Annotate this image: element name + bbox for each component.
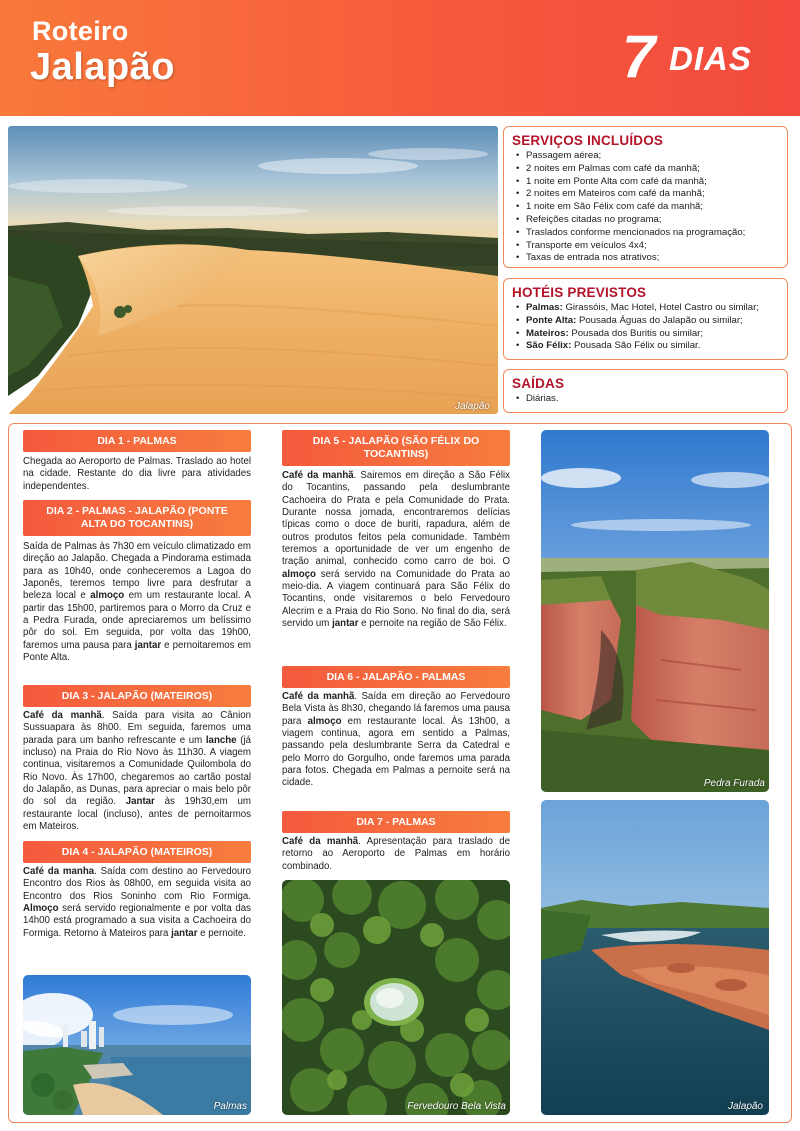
highlight-text: almoço — [307, 715, 342, 727]
list-item: • 2 noites em Mateiros com café da manhã; — [512, 188, 779, 201]
day-2-text — [23, 541, 251, 664]
services-list — [512, 150, 779, 265]
departures-title: SAÍDAS — [512, 376, 565, 391]
page-header — [0, 0, 800, 116]
body-text: e pernoite na região de São Félix. — [358, 618, 507, 630]
hotel-item — [512, 302, 779, 315]
highlight-text: Café da manha — [23, 866, 95, 877]
body-text: e pernoitaremos em Ponte Alta. — [23, 639, 252, 664]
hero-photo-dunes — [8, 126, 498, 414]
body-text: . Saída em direção ao Fervedouro Bela Vista às 8h30, chegando lá faremos uma pausa para — [282, 691, 510, 727]
body-text: . Saída com destino ao Fervedouro Encontro dos Rios às 08h00, em seguida visita ao Encontro dos Rios Soninho com Rio Formiga. — [23, 866, 251, 902]
highlight-text: Café da manhã — [282, 691, 355, 702]
body-text: será servido regionalmente e por volta das 14h00 está programado a sua visita a Cachoeira do Formiga. Retorno à Mateiros para — [23, 903, 251, 939]
hotel-item — [512, 315, 779, 328]
days-label: DIAS — [669, 40, 752, 77]
photo-fervedouro — [282, 880, 510, 1115]
days-number: 7 — [622, 23, 656, 90]
photo-pedra-furada — [541, 430, 769, 792]
highlight-text: lanche — [205, 734, 237, 746]
body-text: . Sairemos em direção a São Félix do Tocantins, passando pela deslumbrante Cachoeira do Prata e pela Comunidade do Prata. Durante nossa jornada, encontraremos delícias típicas como o doce de buriti, rapadura, além de outros produtos feitos pela comunidade. Também teremos a oportunidade de ver um engenho de tração animal, conhecido como carro de boi. O — [282, 470, 510, 568]
day-6-text — [282, 691, 510, 790]
hotel-names: Pousada dos Buritis ou similar; — [568, 327, 704, 339]
hotel-item — [512, 328, 779, 341]
day-7-text — [282, 836, 510, 873]
title-line-2: Jalapão — [30, 46, 176, 88]
hotel-names: Pousada Águas do Jalapão ou similar; — [576, 314, 743, 326]
day-3-header: DIA 3 - JALAPÃO (MATEIROS) — [23, 685, 251, 707]
day-4-text — [23, 866, 251, 940]
list-item: • Transporte em veículos 4x4; — [512, 240, 779, 253]
list-item: • 1 noite em São Félix com café da manhã; — [512, 201, 779, 214]
hotel-names: Pousada São Félix ou similar. — [571, 340, 701, 352]
services-box — [503, 126, 788, 268]
title-line-1: Roteiro — [32, 16, 129, 46]
day-2-header: DIA 2 - PALMAS - JALAPÃO (PONTE ALTA DO TOCANTINS) — [23, 500, 251, 536]
body-text: será servido na Comunidade do Prata ao meio-dia. A viagem continuará para São Félix do Tocantins, onde visitaremos o belo Fervedouro Alecrim e a Praia do Rio Sono. No final do dia, será servido um — [282, 568, 510, 630]
highlight-text: Café da manhã — [23, 710, 102, 721]
highlight-text: jantar — [134, 639, 162, 651]
body-text: em um restaurante local. A partir das 15h00, partiremos para o Morro da Cruz e a Pedra Furada, onde apreciaremos um belíssimo pôr do sol. Em seguida, por volta das 19h00, faremos uma pausa para — [23, 590, 251, 651]
day-1-header: DIA 1 - PALMAS — [23, 430, 251, 452]
highlight-text: Café da manhã — [282, 836, 359, 847]
photo-palmas — [23, 975, 251, 1115]
highlight-text: Almoço — [23, 903, 59, 915]
departures-list — [512, 393, 779, 406]
list-item: • Passagem aérea; — [512, 150, 779, 163]
highlight-text: almoço — [282, 568, 316, 580]
hotel-names: Girassóis, Mac Hotel, Hotel Castro ou similar; — [562, 302, 759, 313]
caption-pedra-furada: Pedra Furada — [703, 778, 765, 789]
hotel-city: Mateiros: — [526, 327, 569, 339]
body-text: . Saída para visita ao Cânion Sussuapara às 8h00. Em seguida, faremos uma parada para um banho refrescante e um — [23, 710, 251, 746]
body-text: (já incluso) na Praia do Rio Novo às 11h30. A viagem continua, visitaremos a Comunidade Quilombola do Rio Novo. Às 17h00, chegaremos ao cartão postal do Jalapão, as Dunas, para apreciar o mais belo pôr do sol da região. — [23, 734, 251, 808]
caption-palmas: Palmas — [213, 1101, 247, 1112]
hotel-city: Ponte Alta: — [526, 314, 577, 326]
day-5-header: DIA 5 - JALAPÃO (SÃO FÉLIX DO TOCANTINS) — [282, 430, 510, 466]
day-1-text — [23, 456, 251, 493]
day-5-text — [282, 470, 510, 630]
list-item: • Refeições citadas no programa; — [512, 214, 779, 227]
list-item: • Diárias. — [512, 393, 779, 406]
list-item: • Taxas de entrada nos atrativos; — [512, 252, 779, 265]
highlight-text: Café da manhã — [282, 470, 354, 481]
photo-jalapao-river — [541, 800, 769, 1115]
list-item: • 1 noite em Ponte Alta com café da manhã; — [512, 176, 779, 189]
departures-box — [503, 369, 788, 413]
hotel-city: São Félix: — [526, 340, 572, 352]
hero-caption: Jalapão — [454, 401, 490, 412]
highlight-text: Jantar — [125, 796, 155, 808]
hotels-list — [512, 302, 779, 353]
hotels-box — [503, 278, 788, 360]
hotels-title: HOTÉIS PREVISTOS — [512, 285, 647, 300]
services-title: SERVIÇOS INCLUÍDOS — [512, 133, 664, 148]
day-7-header: DIA 7 - PALMAS — [282, 811, 510, 833]
day-4-header: DIA 4 - JALAPÃO (MATEIROS) — [23, 841, 251, 863]
day-3-text — [23, 710, 251, 833]
hotel-item — [512, 340, 779, 353]
body-text: Saída de Palmas às 7h30 em veículo climatizado em direção ao Jalapão. Chegada a Pindorama estimada para as 10h40, onde conheceremos a Lagoa do Japonês, teremos tempo livre para desfrutar a beleza local e — [23, 541, 251, 602]
caption-fervedouro: Fervedouro Bela Vista — [407, 1101, 506, 1112]
list-item: • Traslados conforme mencionados na programação; — [512, 227, 779, 240]
body-text: em restaurante local. Às 13h00, a viagem continua, agora em sentido a Palmas, passando pela deslumbrante Serra da Catedral e pelo Morro do Gorgulho, onde faremos uma parada para fotos. Chegada em Palmas a pernoite será na cidade. — [282, 715, 510, 789]
caption-jalapao-river: Jalapão — [727, 1101, 763, 1112]
highlight-text: jantar — [171, 927, 198, 939]
day-6-header: DIA 6 - JALAPÃO - PALMAS — [282, 666, 510, 688]
body-text: Chegada ao Aeroporto de Palmas. Traslado ao hotel na cidade. Restante do dia livre para atividades independentes. — [23, 456, 251, 492]
list-item: • 2 noites em Palmas com café da manhã; — [512, 163, 779, 176]
body-text: e pernoite. — [197, 927, 246, 939]
hotel-city: Palmas: — [526, 302, 563, 313]
body-text: . Apresentação para traslado de retorno ao Aeroporto de Palmas em horário combinado. — [282, 836, 510, 872]
highlight-text: almoço — [90, 590, 125, 602]
body-text: às 19h30,em um restaurante local (incluso), antes de pernoitarmos em Mateiros. — [23, 796, 251, 833]
highlight-text: jantar — [332, 618, 359, 630]
